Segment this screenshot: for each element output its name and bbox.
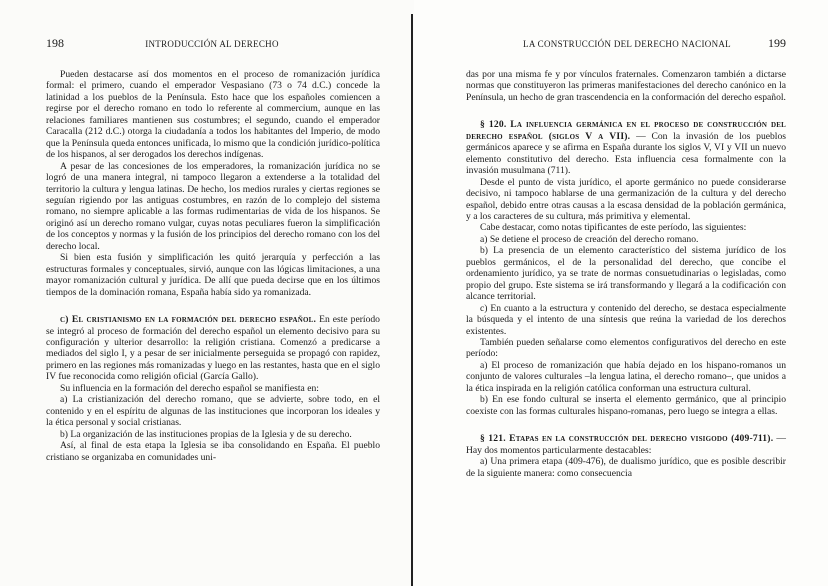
section-c-text: En este período se integró al proceso de formación del derecho español un elemento decisivo para su configuración y ulterior desarrollo: la religión cristiana. Comenzó a predicarse a mediados del siglo I, y a pesar de ser inicialmente perseguida se propagó con rapidez, primero en las regiones más romanizadas y luego en las restantes, hasta que en el siglo IV fue reconocida como religión oficial (García Gallo). bbox=[46, 314, 380, 383]
list-item: c) En cuanto a la estructura y contenido del derecho, se destaca especialmente la búsqueda y el intento de una síntesis que reúna la variedad de los derechos existentes. bbox=[466, 302, 786, 337]
list-item: b) La organización de las instituciones propias de la Iglesia y de su derecho. bbox=[60, 428, 352, 440]
paragraph: Así, al final de esta etapa la Iglesia se iba consolidando en España. El pueblo cristiano se organizaba en comunidades uni- bbox=[46, 440, 380, 463]
list-item: a) Una primera etapa (409-476), de dualismo jurídico, que es posible describir de la siguiente manera: como consecuencia bbox=[466, 456, 786, 479]
paragraph: Si bien esta fusión y simplificación les quitó jerarquía y perfección a las estructuras formales y conceptuales, sirvió, aunque con las lógicas limitaciones, a una mayor romanización cultural y jurídica. De allí que pueda decirse que en los últimos tiempos de la dominación romana, España había sido ya romanizada. bbox=[46, 252, 380, 298]
right-page-body bbox=[466, 69, 786, 479]
book-gutter-shadow bbox=[411, 14, 413, 586]
section-121-heading: § 121. Etapas en la construcción del derecho visigodo (409-711). bbox=[480, 433, 774, 445]
paragraph: Desde el punto de vista jurídico, el aporte germánico no puede considerarse decisivo, ni tampoco hablarse de una germanización de la cultura y del derecho español, debido entre otras causas a la escasa densidad de la población germánica, y a los caracteres de su cultura, más primitiva y elemental. bbox=[466, 176, 786, 222]
section-c-heading: c) El cristianismo en la formación del derecho español. bbox=[60, 314, 317, 326]
section-120-heading: § 120. La influencia germánica en el proceso de construcción del derecho español (siglos V a VII). bbox=[466, 119, 786, 142]
paragraph: Cabe destacar, como notas tipificantes de este período, las siguientes: bbox=[480, 222, 747, 234]
list-item: b) En ese fondo cultural se inserta el elemento germánico, que al principio coexiste con las formas culturales hispano-romanas, pero luego se integra a ellas. bbox=[466, 394, 786, 417]
section-120-text: — Con la invasión de los pueblos germánicos aparece y se afirma en España durante los siglos V, VI y VII un nuevo elemento constitutivo del derecho. Esta influencia cesa formalmente con la invasión musulmana (711). bbox=[466, 130, 786, 177]
left-page-number: 198 bbox=[46, 36, 64, 50]
section-121-text: — Hay dos momentos particularmente destacables: bbox=[466, 433, 786, 456]
right-page-header bbox=[466, 36, 786, 51]
paragraph: das por una misma fe y por vínculos fraternales. Comenzaron también a dictarse normas que constituyeron las primeras manifestaciones del derecho canónico en la Península, un hecho de gran trascendencia en la conformación del derecho español. bbox=[466, 69, 786, 103]
section-c-paragraph bbox=[46, 314, 380, 383]
right-running-head: LA CONSTRUCCIÓN DEL DERECHO NACIONAL bbox=[523, 39, 731, 49]
paragraph: También pueden señalarse como elementos configurativos del derecho en este período: bbox=[466, 336, 786, 360]
right-page-number: 199 bbox=[768, 36, 786, 50]
paragraph: Su influencia en la formación del derecho español se manifiesta en: bbox=[60, 382, 319, 394]
right-page bbox=[414, 0, 828, 586]
list-item: a) El proceso de romanización que había dejado en los hispano-romanos un conjunto de valores culturales –la lengua latina, el derecho romano–, que unidos a la ética inspirada en la religión católica conforman una estructura cultural. bbox=[466, 359, 786, 394]
paragraph: Pueden destacarse así dos momentos en el proceso de romanización jurídica formal: el primero, cuando el emperador Vespasiano (73 o 74 d.C.) concede la latinidad a los pueblos de la Península. Esto hace que los españoles comiencen a regirse por el derecho romano en todo lo referente al commercium, aunque en las relaciones familiares mantienen sus costumbres; el segundo, cuando el emperador Caracalla (212 d.C.) otorga la ciudadanía a todos los habitantes del Imperio, de modo que la Península queda entonces unificada, lo mismo que la condición jurídico-política de los hispanos, al ser derogados los derechos indígenas. bbox=[46, 69, 380, 161]
list-item: b) La presencia de un elemento característico del sistema jurídico de los pueblos germánicos, el de la personalidad del derecho, que concibe el ordenamiento jurídico, ya se trate de normas consuetudinarias o legisladas, como propio del grupo. Este sistema se irá transformando y llegará a la codificación con alcance territorial. bbox=[466, 245, 786, 303]
paragraph: A pesar de las concesiones de los emperadores, la romanización jurídica no se logró de una manera integral, ni tampoco llegaron a extenderse a la totalidad del territorio la cultura y lengua latinas. De hecho, los medios rurales y ciertas regiones se seguían rigiendo por las antiguas costumbres, en razón de lo complejo del sistema romano, no siempre aplicable a las formas rudimentarias de vida de los hispanos. Se originó así un derecho romano vulgar, cuyas notas peculiares fueron la simplificación de los conceptos y normas y la fusión de los principios del derecho romano con los del derecho local. bbox=[46, 160, 380, 252]
section-121-paragraph bbox=[466, 433, 786, 456]
left-page-header bbox=[46, 36, 380, 51]
list-item: a) La cristianización del derecho romano, que se advierte, sobre todo, en el contenido y en el espíritu de algunas de las instituciones que incorporan los ideales y la ética personal y social cristianas. bbox=[46, 394, 380, 429]
left-page-body bbox=[46, 69, 380, 463]
list-item: a) Se detiene el proceso de creación del derecho romano. bbox=[480, 233, 699, 245]
section-120-paragraph bbox=[466, 119, 786, 176]
left-running-head: INTRODUCCIÓN AL DERECHO bbox=[145, 39, 279, 49]
